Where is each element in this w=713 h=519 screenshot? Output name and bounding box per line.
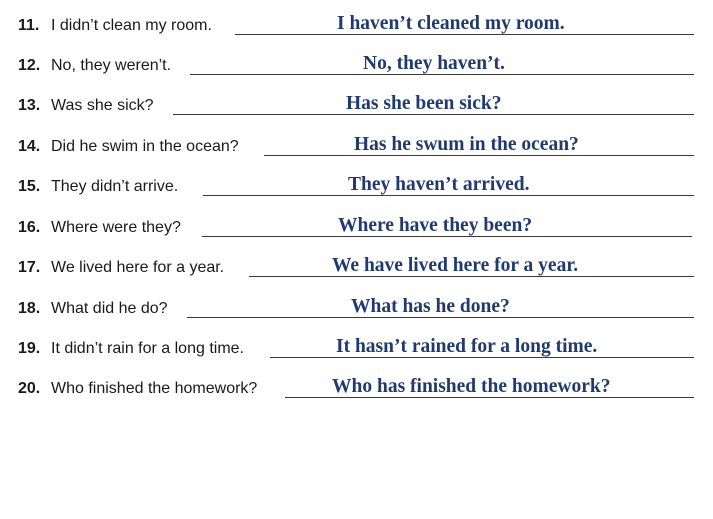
exercise-answer[interactable]: No, they haven’t. bbox=[363, 53, 505, 74]
exercise-prompt: They didn’t arrive. bbox=[51, 178, 179, 195]
exercise-row bbox=[0, 92, 713, 118]
exercise-answer[interactable]: What has he done? bbox=[351, 296, 510, 317]
exercise-answer[interactable]: Who has finished the homework? bbox=[332, 376, 611, 397]
exercise-answer[interactable]: I haven’t cleaned my room. bbox=[337, 13, 565, 34]
exercise-number: 15. bbox=[18, 178, 41, 195]
exercise-prompt: It didn’t rain for a long time. bbox=[51, 340, 244, 357]
exercise-answer[interactable]: Has he swum in the ocean? bbox=[354, 134, 579, 155]
exercise-row bbox=[0, 12, 713, 38]
exercise-row bbox=[0, 295, 713, 321]
exercise-answer[interactable]: Where have they been? bbox=[338, 215, 533, 236]
exercise-row bbox=[0, 335, 713, 361]
exercise-number: 20. bbox=[18, 380, 41, 397]
exercise-prompt: Was she sick? bbox=[51, 97, 154, 114]
exercise-number: 18. bbox=[18, 300, 41, 317]
exercise-prompt: What did he do? bbox=[51, 300, 168, 317]
exercise-answer[interactable]: It hasn’t rained for a long time. bbox=[336, 336, 598, 357]
exercise-answer[interactable]: Has she been sick? bbox=[346, 93, 502, 114]
exercise-row bbox=[0, 375, 713, 401]
exercise-prompt: We lived here for a year. bbox=[51, 259, 225, 276]
exercise-row bbox=[0, 133, 713, 159]
exercise-answer[interactable]: We have lived here for a year. bbox=[332, 255, 579, 276]
exercise-prompt: Did he swim in the ocean? bbox=[51, 138, 239, 155]
exercise-number: 13. bbox=[18, 97, 41, 114]
exercise-row bbox=[0, 52, 713, 78]
exercise-number: 11. bbox=[18, 17, 40, 34]
exercise-prompt: I didn’t clean my room. bbox=[51, 17, 212, 34]
exercise-row bbox=[0, 173, 713, 199]
exercise-number: 17. bbox=[18, 259, 41, 276]
exercise-row bbox=[0, 214, 713, 240]
exercise-number: 16. bbox=[18, 219, 41, 236]
exercise-prompt: Where were they? bbox=[51, 219, 181, 236]
exercise-number: 19. bbox=[18, 340, 41, 357]
exercise-number: 14. bbox=[18, 138, 41, 155]
exercise-answer[interactable]: They haven’t arrived. bbox=[348, 174, 530, 195]
exercise-prompt: No, they weren’t. bbox=[51, 57, 172, 74]
exercise-number: 12. bbox=[18, 57, 41, 74]
exercise-prompt: Who finished the homework? bbox=[51, 380, 258, 397]
exercise-row bbox=[0, 254, 713, 280]
